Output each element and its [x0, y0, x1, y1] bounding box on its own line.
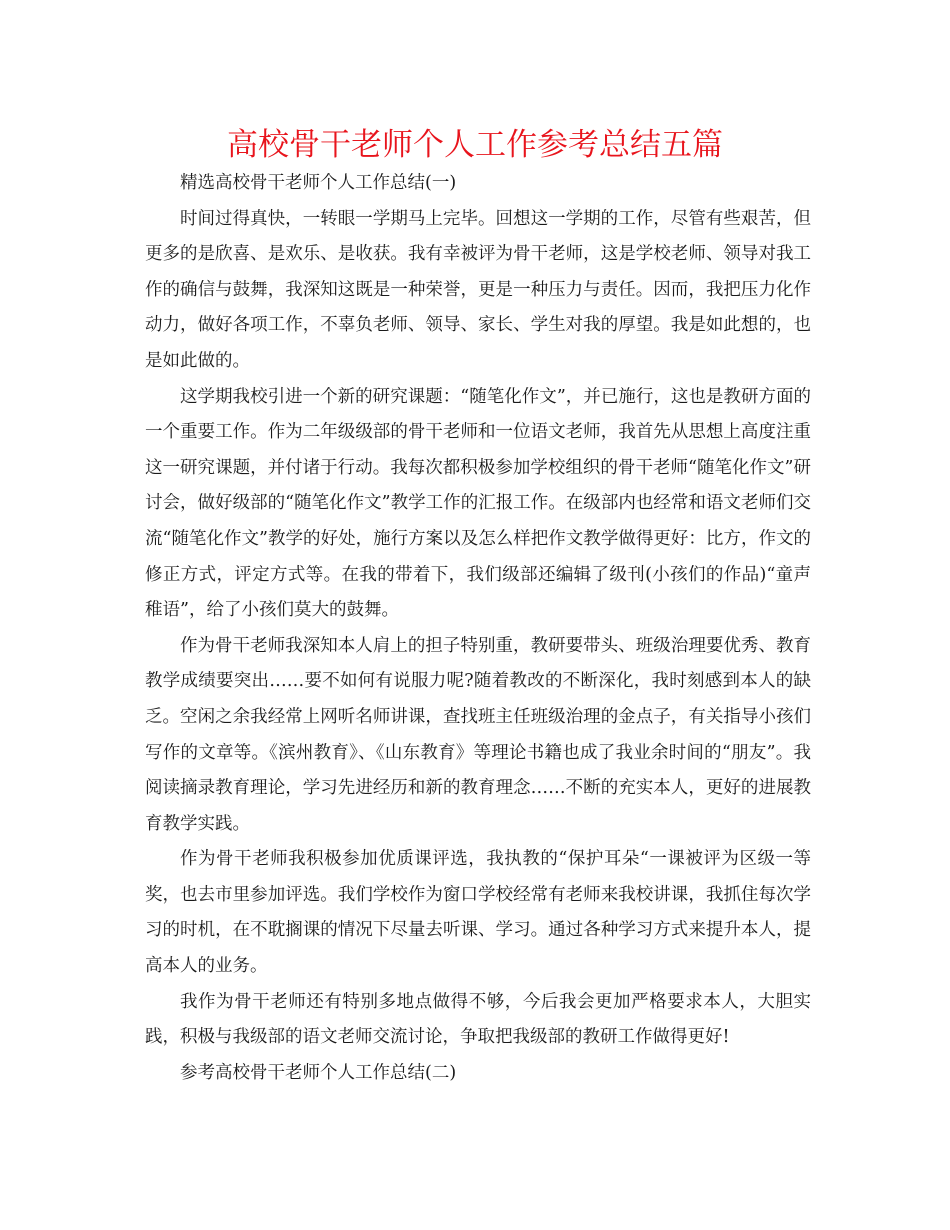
- document-title: 高校骨干老师个人工作参考总结五篇: [227, 127, 723, 163]
- paragraph: 这学期我校引进一个新的研究课题：“随笔化作文”，并已施行，这也是教研方面的一个重要工作。作为二年级级部的骨干老师和一位语文老师，我首先从思想上高度注重这一研究课题，并付诸于行动。我每次都积极参加学校组织的骨干老师“随笔化作文”研讨会，做好级部的“随笔化作文”教学工作的汇报工作。在级部内也经常和语文老师们交流“随笔化作文”教学的好处，施行方案以及怎么样把作文教学做得更好：比方，作文的修正方式，评定方式等。在我的带着下，我们级部还编辑了级刊(小孩们的作品)“童声稚语”，给了小孩们莫大的鼓舞。: [145, 386, 811, 621]
- document-body: [145, 166, 811, 1091]
- paragraph: 我作为骨干老师还有特别多地点做得不够，今后我会更加严格要求本人，大胆实践，积极与我级部的语文老师交流讨论，争取把我级部的教研工作做得更好!: [145, 991, 811, 1048]
- paragraph: 作为骨干老师我积极参加优质课评选，我执教的“保护耳朵“一课被评为区级一等奖，也去市里参加评选。我们学校作为窗口学校经常有老师来我校讲课，我抓住每次学习的时机，在不耽搁课的情况下尽量去听课、学习。通过各种学习方式来提升本人，提高本人的业务。: [145, 849, 811, 977]
- section-heading-2: 参考高校骨干老师个人工作总结(二): [180, 1062, 457, 1083]
- paragraph: 作为骨干老师我深知本人肩上的担子特别重，教研要带头、班级治理要优秀、教育教学成绩要突出……要不如何有说服力呢?随着教改的不断深化，我时刻感到本人的缺乏。空闲之余我经常上网听名师讲课，查找班主任班级治理的金点子，有关指导小孩们写作的文章等。《滨州教育》、《山东教育》等理论书籍也成了我业余时间的“朋友”。我阅读摘录教育理论，学习先进经历和新的教育理念……不断的充实本人，更好的进展教育教学实践。: [145, 635, 811, 834]
- paragraph: 时间过得真快，一转眼一学期马上完毕。回想这一学期的工作，尽管有些艰苦，但更多的是欣喜、是欢乐、是收获。我有幸被评为骨干老师，这是学校老师、领导对我工作的确信与鼓舞，我深知这既是一种荣誉，更是一种压力与责任。因而，我把压力化作动力，做好各项工作，不辜负老师、领导、家长、学生对我的厚望。我是如此想的，也是如此做的。: [145, 208, 811, 371]
- section-heading-1: 精选高校骨干老师个人工作总结(一): [180, 173, 457, 193]
